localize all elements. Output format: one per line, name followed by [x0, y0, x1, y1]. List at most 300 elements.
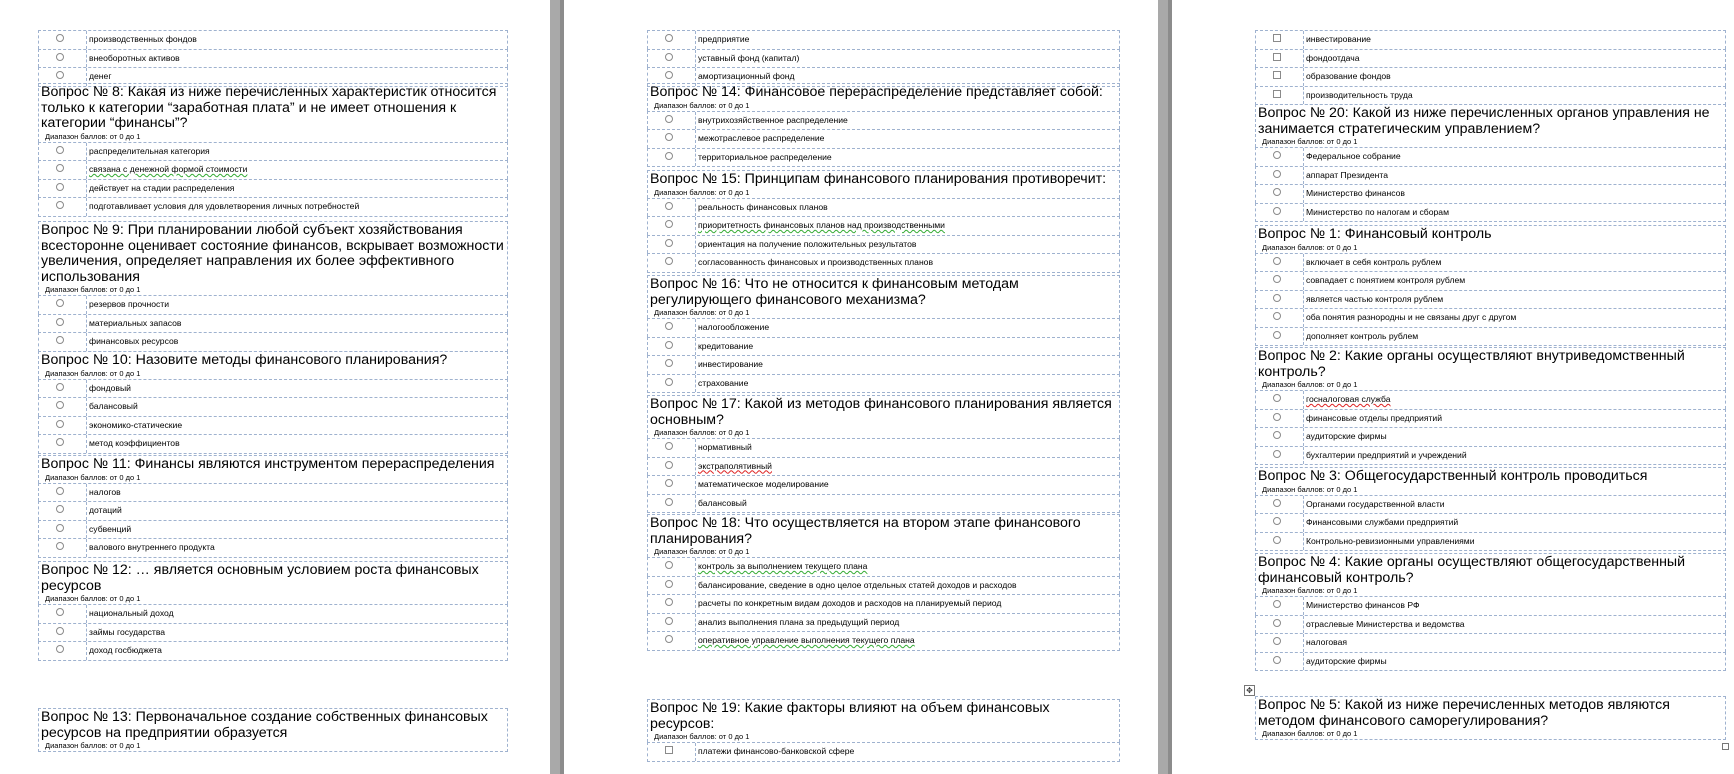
radio-button[interactable] [56, 383, 64, 391]
answer-control-cell [648, 495, 696, 513]
answer-label: Контрольно-ревизионными управлениями [1306, 535, 1475, 546]
answer-label: территориальное распределение [698, 151, 832, 162]
answer-control-cell [1256, 597, 1304, 615]
answer-option[interactable] [647, 457, 1120, 476]
answer-option[interactable] [647, 613, 1120, 632]
answer-control-cell [39, 31, 87, 49]
answer-label: нормативный [698, 442, 752, 452]
page-2-content [647, 0, 1120, 774]
question-header [647, 699, 1120, 742]
radio-button[interactable] [1273, 517, 1281, 525]
answer-label: финансовые отделы предприятий [1306, 412, 1443, 423]
question-header [647, 83, 1120, 111]
answer-control-cell [648, 199, 696, 217]
answer-label: распределительная категория [89, 145, 210, 156]
answer-option[interactable] [38, 434, 508, 454]
radio-button[interactable] [56, 34, 64, 42]
radio-button[interactable] [665, 152, 673, 160]
answer-label: реальность финансовых планов [698, 201, 828, 212]
answer-option[interactable] [647, 216, 1120, 235]
answer-option[interactable] [647, 355, 1120, 374]
answer-control-cell [39, 398, 87, 416]
score-range-label: Диапазон баллов: от 0 до 1 [1262, 586, 1358, 595]
answer-control-cell [648, 458, 696, 476]
answer-label: налогообложение [698, 322, 770, 332]
page-gutter-right [1158, 0, 1172, 774]
question-title: Вопрос № 4: Какие органы осуществляют общегосударственный финансовый контроль? [1258, 554, 1686, 586]
question-title: Вопрос № 8: Какая из ниже перечисленных характеристик относится только к категории “заработная плата” и не имеет отношения к категории “финансы”? [41, 84, 497, 131]
answer-label: экстраполятивный [698, 460, 772, 471]
radio-button[interactable] [665, 442, 673, 450]
answer-option[interactable] [1255, 67, 1726, 86]
answer-label: подготавливает условия для удовлетворения личных потребностей [89, 201, 360, 211]
answer-label: внутрихозяйственное распределение [698, 114, 848, 125]
answer-option[interactable] [647, 475, 1120, 494]
answer-option[interactable] [38, 501, 508, 520]
radio-button[interactable] [56, 627, 64, 635]
answer-option[interactable] [38, 416, 508, 435]
answer-control-cell [648, 614, 696, 632]
question-header [1255, 553, 1726, 596]
answer-options [647, 742, 1120, 762]
answer-option[interactable] [38, 379, 508, 398]
question-block [1255, 225, 1726, 346]
radio-button[interactable] [665, 34, 673, 42]
radio-button[interactable] [56, 608, 64, 616]
radio-button[interactable] [56, 299, 64, 307]
radio-button[interactable] [1273, 637, 1281, 645]
answer-control-cell [648, 319, 696, 337]
radio-button[interactable] [56, 487, 64, 495]
score-range-label: Диапазон баллов: от 0 до 1 [45, 472, 141, 482]
answer-label: кредитование [698, 340, 754, 351]
radio-button[interactable] [665, 617, 673, 625]
question-header [38, 561, 508, 604]
answer-control-cell [1256, 309, 1304, 327]
answer-label: оба понятия разнородны и не связаны друг с другом [1306, 312, 1517, 322]
answer-control-cell [39, 180, 87, 198]
radio-button[interactable] [1273, 188, 1281, 196]
answer-option[interactable] [38, 397, 508, 416]
answer-label: оперативное управление выполнения текущего плана [698, 635, 915, 645]
answer-option[interactable] [647, 374, 1120, 394]
question-header [1255, 347, 1726, 390]
answer-option[interactable] [1255, 532, 1726, 552]
answer-option[interactable] [1255, 86, 1726, 106]
radio-button[interactable] [665, 71, 673, 79]
question-title: Вопрос № 11: Финансы являются инструментом перераспределения [41, 456, 495, 472]
answer-label: Органами государственной власти [1306, 498, 1445, 509]
answer-option[interactable] [647, 494, 1120, 514]
radio-button[interactable] [1273, 294, 1281, 302]
answer-option[interactable] [647, 318, 1120, 337]
radio-button[interactable] [1273, 312, 1281, 320]
answer-label: балансовый [89, 401, 138, 411]
question-block [38, 455, 508, 558]
answer-option[interactable] [1255, 513, 1726, 532]
radio-button[interactable] [56, 645, 64, 653]
answer-option[interactable] [38, 49, 508, 68]
answer-option[interactable] [38, 623, 508, 642]
score-range-label: Диапазон баллов: от 0 до 1 [654, 428, 750, 437]
answer-options [38, 483, 508, 558]
answer-options [38, 295, 508, 352]
answer-label: аудиторские фирмы [1306, 655, 1387, 666]
page-1-content [38, 0, 508, 774]
answer-label: действует на стадии распределения [89, 182, 235, 193]
radio-button[interactable] [665, 561, 673, 569]
radio-button[interactable] [665, 580, 673, 588]
answer-option[interactable] [38, 538, 508, 558]
question-title: Вопрос № 20: Какой из ниже перечисленных органов управления не занимается стратегическим управлением? [1258, 105, 1710, 137]
answer-options [38, 379, 508, 454]
answer-options [1255, 596, 1726, 671]
answer-option[interactable] [647, 253, 1120, 273]
answer-option[interactable] [647, 594, 1120, 613]
radio-button[interactable] [1273, 619, 1281, 627]
radio-button[interactable] [56, 505, 64, 513]
page-3-content [1255, 0, 1726, 774]
answer-option[interactable] [38, 295, 508, 314]
question-header [38, 351, 508, 379]
radio-button[interactable] [665, 322, 673, 330]
question-header [38, 83, 508, 142]
answer-control-cell [648, 743, 696, 761]
answer-option[interactable] [1255, 427, 1726, 446]
answer-options [647, 198, 1120, 273]
answer-label: связана с денежной формой стоимости [89, 164, 248, 174]
question-block [38, 221, 508, 352]
radio-button[interactable] [665, 115, 673, 123]
question-block [647, 699, 1120, 762]
radio-button[interactable] [665, 359, 673, 367]
answer-control-cell [39, 161, 87, 179]
answer-control-cell [39, 624, 87, 642]
answer-options [1255, 253, 1726, 347]
answer-option[interactable] [1255, 271, 1726, 290]
radio-button[interactable] [1273, 431, 1281, 439]
answer-control-cell [1256, 185, 1304, 203]
radio-button[interactable] [56, 542, 64, 550]
radio-button[interactable] [56, 318, 64, 326]
score-range-label: Диапазон баллов: от 0 до 1 [45, 741, 141, 750]
radio-button[interactable] [665, 479, 673, 487]
radio-button[interactable] [1273, 257, 1281, 265]
answer-label: расчеты по конкретным видам доходов и расходов на планируемый период [698, 598, 1002, 608]
answer-option[interactable] [38, 604, 508, 623]
answer-option[interactable] [647, 337, 1120, 356]
score-range-label: Диапазон баллов: от 0 до 1 [654, 187, 750, 197]
answer-control-cell [648, 217, 696, 235]
score-range-label: Диапазон баллов: от 0 до 1 [1262, 729, 1358, 738]
radio-button[interactable] [1273, 499, 1281, 507]
answer-option[interactable] [1255, 203, 1726, 223]
answer-options [1255, 495, 1726, 552]
answer-control-cell [39, 50, 87, 68]
radio-button[interactable] [665, 53, 673, 61]
answer-option[interactable] [647, 742, 1120, 762]
radio-button[interactable] [56, 71, 64, 79]
radio-button[interactable] [665, 635, 673, 643]
radio-button[interactable] [56, 53, 64, 61]
question-block [38, 351, 508, 454]
answer-option[interactable] [647, 198, 1120, 217]
answer-option[interactable] [647, 129, 1120, 148]
table-move-handle-icon[interactable]: ✥ [1244, 685, 1255, 696]
question-block [38, 708, 508, 752]
answer-control-cell [1256, 148, 1304, 166]
answer-option[interactable] [38, 142, 508, 161]
answer-label: Финансовыми службами предприятий [1306, 517, 1459, 527]
answer-label: является частью контроля рублем [1306, 293, 1444, 304]
answer-options [38, 30, 508, 87]
answer-label: дополняет контроль рублем [1306, 330, 1419, 341]
answer-label: анализ выполнения плана за предыдущий период [698, 616, 900, 627]
radio-button[interactable] [56, 420, 64, 428]
checkbox[interactable] [1273, 90, 1281, 98]
radio-button[interactable] [1273, 151, 1281, 159]
answer-label: инвестирование [698, 359, 763, 369]
answer-option[interactable] [38, 179, 508, 198]
document-page-2 [564, 0, 1158, 774]
answer-control-cell [1256, 410, 1304, 428]
answer-option[interactable] [647, 438, 1120, 457]
answer-control-cell [1256, 31, 1304, 49]
question-block [647, 30, 1120, 87]
score-range-label: Диапазон баллов: от 0 до 1 [654, 308, 750, 317]
radio-button[interactable] [1273, 600, 1281, 608]
answer-label: дотаций [89, 505, 122, 515]
answer-option[interactable] [38, 314, 508, 333]
radio-button[interactable] [1273, 207, 1281, 215]
answer-control-cell [648, 149, 696, 167]
answer-label: фондовый [89, 382, 131, 393]
answer-control-cell [648, 236, 696, 254]
radio-button[interactable] [665, 378, 673, 386]
answer-option[interactable] [647, 111, 1120, 130]
answer-label: налогов [89, 486, 121, 497]
question-header [647, 395, 1120, 438]
answer-label: резервов прочности [89, 299, 170, 309]
answer-label: контроль за выполнением текущего плана [698, 561, 868, 571]
answer-control-cell [39, 198, 87, 216]
radio-button[interactable] [1273, 656, 1281, 664]
question-title: Вопрос № 13: Первоначальное создание собственных финансовых ресурсов на предприятии образуется [41, 709, 488, 741]
question-block [647, 514, 1120, 651]
answer-option[interactable] [1255, 184, 1726, 203]
question-block [38, 30, 508, 87]
answer-label: производительность труда [1306, 89, 1413, 100]
question-title: Вопрос № 18: Что осуществляется на втором этапе финансового планирования? [650, 515, 1081, 547]
answer-control-cell [648, 577, 696, 595]
answer-label: экономико-статические [89, 419, 183, 430]
answer-option[interactable] [647, 235, 1120, 254]
radio-button[interactable] [665, 598, 673, 606]
answer-label: бухгалтерии предприятий и учреждений [1306, 449, 1467, 460]
answer-option[interactable] [647, 30, 1120, 49]
radio-button[interactable] [665, 257, 673, 265]
answer-option[interactable] [647, 576, 1120, 595]
answer-option[interactable] [1255, 49, 1726, 68]
answer-option[interactable] [1255, 308, 1726, 327]
table-resize-handle[interactable] [1722, 743, 1729, 750]
answer-option[interactable] [1255, 633, 1726, 652]
answer-label: амортизационный фонд [698, 71, 795, 81]
answer-control-cell [39, 435, 87, 453]
radio-button[interactable] [56, 201, 64, 209]
answer-label: отраслевые Министерства и ведомства [1306, 618, 1465, 629]
answer-control-cell [1256, 533, 1304, 551]
answer-option[interactable] [1255, 409, 1726, 428]
question-header [1255, 225, 1726, 253]
answer-option[interactable] [1255, 495, 1726, 514]
score-range-label: Диапазон баллов: от 0 до 1 [654, 547, 750, 556]
radio-button[interactable] [665, 498, 673, 506]
answer-option[interactable] [1255, 166, 1726, 185]
radio-button[interactable] [56, 164, 64, 172]
radio-button[interactable] [665, 239, 673, 247]
checkbox[interactable] [1273, 34, 1281, 42]
radio-button[interactable] [665, 461, 673, 469]
question-block [647, 275, 1120, 393]
answer-option[interactable] [1255, 147, 1726, 166]
question-header [647, 170, 1120, 198]
radio-button[interactable] [665, 202, 673, 210]
score-range-label: Диапазон баллов: от 0 до 1 [45, 131, 141, 141]
answer-option[interactable] [647, 49, 1120, 68]
answer-label: аппарат Президента [1306, 169, 1389, 180]
radio-button[interactable] [1273, 394, 1281, 402]
answer-control-cell [39, 143, 87, 161]
question-block [1255, 347, 1726, 465]
answer-option[interactable] [38, 520, 508, 539]
answer-option[interactable] [647, 148, 1120, 168]
score-range-label: Диапазон баллов: от 0 до 1 [45, 285, 141, 294]
radio-button[interactable] [1273, 450, 1281, 458]
radio-button[interactable] [56, 146, 64, 154]
answer-option[interactable] [1255, 253, 1726, 272]
answer-control-cell [1256, 204, 1304, 222]
question-block [1255, 30, 1726, 105]
question-header [38, 221, 508, 295]
answer-label: доход госбюджета [89, 645, 162, 655]
answer-option[interactable] [647, 631, 1120, 651]
radio-button[interactable] [56, 438, 64, 446]
checkbox[interactable] [1273, 71, 1281, 79]
answer-label: госналоговая служба [1306, 394, 1391, 404]
answer-options [647, 111, 1120, 168]
question-title: Вопрос № 2: Какие органы осуществляют внутриведомственный контроль? [1258, 348, 1685, 380]
answer-label: Федеральное собрание [1306, 151, 1401, 161]
answer-option[interactable] [38, 483, 508, 502]
radio-button[interactable] [1273, 536, 1281, 544]
answer-label: межотраслевое распределение [698, 133, 825, 143]
answer-label: инвестирование [1306, 34, 1371, 44]
radio-button[interactable] [1273, 331, 1281, 339]
answer-options [647, 30, 1120, 87]
answer-label: платежи финансово-банковской сфере [698, 746, 855, 756]
document-page-1 [0, 0, 550, 774]
answer-option[interactable] [1255, 290, 1726, 309]
radio-button[interactable] [56, 336, 64, 344]
answer-control-cell [1256, 254, 1304, 272]
page-gutter-left [550, 0, 564, 774]
answer-control-cell [1256, 496, 1304, 514]
answer-label: совпадает с понятием контроля рублем [1306, 275, 1466, 285]
radio-button[interactable] [1273, 275, 1281, 283]
answer-option[interactable] [1255, 327, 1726, 347]
answer-label: уставный фонд (капитал) [698, 52, 800, 63]
answer-option[interactable] [38, 641, 508, 661]
question-block [38, 561, 508, 661]
answer-control-cell [1256, 391, 1304, 409]
score-range-label: Диапазон баллов: от 0 до 1 [654, 100, 750, 110]
answer-option[interactable] [1255, 446, 1726, 466]
answer-label: включает в себя контроль рублем [1306, 256, 1442, 267]
answer-label: Министерство финансов РФ [1306, 600, 1420, 610]
answer-option[interactable] [38, 332, 508, 352]
answer-label: национальный доход [89, 608, 174, 618]
radio-button[interactable] [665, 341, 673, 349]
answer-option[interactable] [1255, 652, 1726, 672]
answer-control-cell [648, 595, 696, 613]
answer-label: налоговая [1306, 637, 1348, 647]
answer-option[interactable] [38, 160, 508, 179]
answer-option[interactable] [647, 557, 1120, 576]
answer-label: финансовых ресурсов [89, 336, 179, 346]
radio-button[interactable] [1273, 170, 1281, 178]
answer-option[interactable] [1255, 390, 1726, 409]
answer-control-cell [648, 112, 696, 130]
question-block [647, 395, 1120, 513]
radio-button[interactable] [665, 133, 673, 141]
radio-button[interactable] [56, 524, 64, 532]
score-range-label: Диапазон баллов: от 0 до 1 [45, 368, 141, 378]
answer-control-cell [1256, 428, 1304, 446]
answer-label: аудиторские фирмы [1306, 431, 1387, 441]
question-block [38, 83, 508, 217]
question-header [647, 275, 1120, 318]
radio-button[interactable] [1273, 413, 1281, 421]
answer-option[interactable] [1255, 596, 1726, 615]
answer-option[interactable] [38, 30, 508, 49]
answer-label: Министерство по налогам и сборам [1306, 206, 1449, 217]
answer-control-cell [648, 338, 696, 356]
answer-option[interactable] [38, 197, 508, 217]
radio-button[interactable] [56, 183, 64, 191]
question-header [1255, 104, 1726, 147]
answer-label: страхование [698, 377, 749, 388]
answer-label: Министерство финансов [1306, 188, 1405, 198]
answer-control-cell [39, 417, 87, 435]
answer-control-cell [648, 254, 696, 272]
score-range-label: Диапазон баллов: от 0 до 1 [1262, 484, 1358, 494]
answer-option[interactable] [1255, 615, 1726, 634]
score-range-label: Диапазон баллов: от 0 до 1 [654, 732, 750, 741]
checkbox[interactable] [665, 746, 673, 754]
question-title: Вопрос № 14: Финансовое перераспределение представляет собой: [650, 84, 1103, 100]
answer-control-cell [1256, 68, 1304, 86]
radio-button[interactable] [56, 401, 64, 409]
checkbox[interactable] [1273, 53, 1281, 61]
answer-control-cell [648, 130, 696, 148]
answer-label: субвенций [89, 523, 132, 534]
radio-button[interactable] [665, 220, 673, 228]
answer-label: образование фондов [1306, 71, 1391, 81]
question-title: Вопрос № 10: Назовите методы финансового планирования? [41, 352, 448, 368]
question-block [647, 83, 1120, 167]
answer-option[interactable] [1255, 30, 1726, 49]
